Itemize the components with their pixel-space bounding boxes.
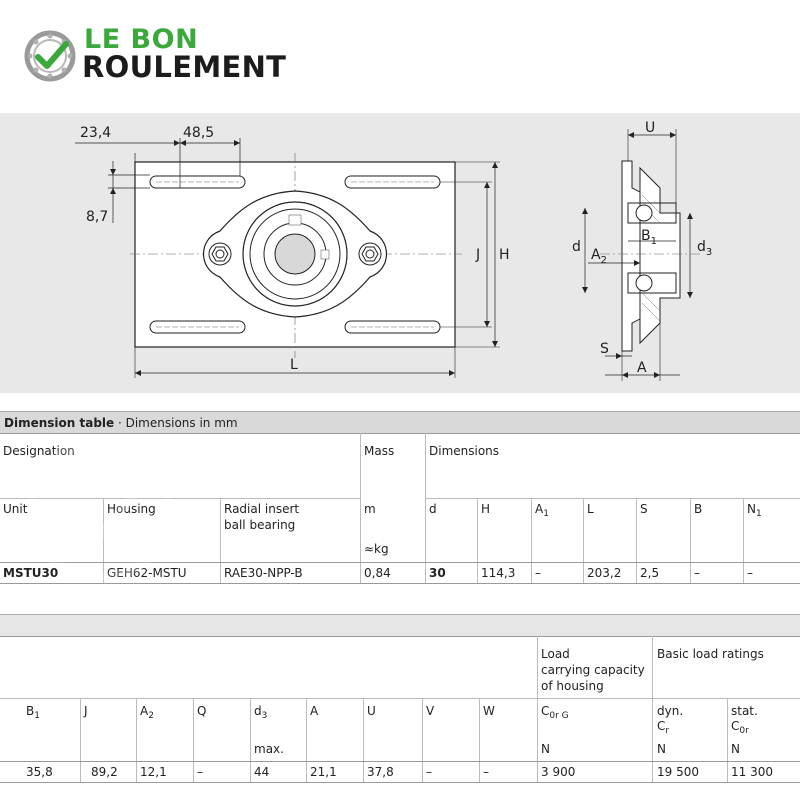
row2-c0r: 11 300 — [731, 765, 773, 779]
hdr-housing: Housing — [107, 502, 156, 516]
drawing-svg — [0, 113, 800, 393]
hdr-m: m — [364, 502, 376, 516]
hdr-B: B — [694, 502, 703, 516]
dim-A: A — [637, 360, 647, 376]
row2-B1: 35,8 — [26, 765, 53, 779]
hdr-L: L — [587, 502, 594, 516]
dim-d: d — [572, 239, 581, 255]
hdr-dimensions: Dimensions — [429, 444, 500, 458]
hdr-load-3: of housing — [541, 679, 604, 693]
hdr2-V: V — [426, 704, 435, 718]
row2-A: 21,1 — [310, 765, 337, 779]
dim-U: U — [645, 120, 656, 136]
hdr2-unit-N-2: N — [657, 742, 666, 756]
hdr2-unit-N-3: N — [731, 742, 740, 756]
hdr-mass: Mass — [364, 444, 395, 458]
row-d: 30 — [429, 566, 446, 580]
hdr-d: d — [429, 502, 437, 516]
hdr-N1: $N_1$ — [747, 502, 762, 519]
row2-d3: 44 — [254, 765, 270, 779]
hdr-kg: ≈kg — [364, 542, 389, 556]
hdr2-J: J — [84, 704, 88, 718]
hdr-basic-load: Basic load ratings — [657, 647, 764, 661]
hdr-insert-2: ball bearing — [224, 518, 296, 532]
dim-L: L — [290, 357, 298, 373]
dim-B1: $B_1$ — [641, 228, 657, 247]
row2-U: 37,8 — [367, 765, 394, 779]
bearing-check-icon — [24, 30, 76, 82]
row-insert: RAE30-NPP-B — [224, 566, 303, 580]
dim-8-7: 8,7 — [86, 209, 109, 225]
dimension-table-title: Dimension table · Dimensions in mm — [0, 411, 800, 433]
row2-Q: – — [197, 765, 203, 779]
row-H: 114,3 — [481, 566, 516, 580]
dim-H: H — [499, 247, 510, 263]
row2-J: 89,2 — [91, 765, 118, 779]
logo-line1: LE BON — [84, 24, 199, 55]
hdr-S: S — [640, 502, 648, 516]
hdr2-Q: Q — [197, 704, 207, 718]
hdr2-c0rg: $C_{0r G}$ — [541, 704, 569, 721]
dim-d3: $d_3$ — [697, 239, 713, 258]
hdr-A1: $A_1$ — [535, 502, 549, 519]
hdr-H: H — [481, 502, 491, 516]
hdr2-max: max. — [254, 742, 284, 756]
hdr-load-2: carrying capacity — [541, 663, 645, 677]
table-separator-band — [0, 614, 800, 636]
hdr-load-1: Load — [541, 647, 570, 661]
hdr2-unit-N-1: N — [541, 742, 550, 756]
dim-S: S — [600, 341, 609, 357]
hdr2-U: U — [367, 704, 376, 718]
row-A1: – — [535, 566, 541, 580]
row2-V: – — [426, 765, 432, 779]
hdr2-stat: stat. — [731, 704, 758, 718]
header — [0, 0, 800, 110]
row2-c0rg: 3 900 — [541, 765, 576, 779]
hdr-insert-1: Radial insert — [224, 502, 300, 516]
hdr2-d3: $d_3$ — [254, 704, 268, 721]
row-S: 2,5 — [640, 566, 660, 580]
hdr-unit: Unit — [3, 502, 28, 516]
row-B: – — [694, 566, 700, 580]
hdr2-B1: $B_1$ — [26, 704, 40, 721]
row-housing: GEH62-MSTU — [107, 566, 187, 580]
hdr2-W: W — [483, 704, 495, 718]
row2-cr: 19 500 — [657, 765, 699, 779]
hdr2-dyn: dyn. — [657, 704, 684, 718]
dim-48-5: 48,5 — [183, 125, 215, 141]
technical-drawing — [0, 113, 800, 393]
hdr-designation: Designation — [3, 444, 75, 458]
row2-A2: 12,1 — [140, 765, 167, 779]
row2-W: – — [483, 765, 489, 779]
dim-23-4: 23,4 — [80, 125, 112, 141]
row-N1: – — [747, 566, 753, 580]
dim-A2: $A_2$ — [591, 247, 607, 266]
hdr2-c0r: $C_{0r}$ — [731, 719, 749, 736]
dim-J: J — [476, 247, 481, 263]
hdr2-A2: $A_2$ — [140, 704, 154, 721]
hdr2-A: A — [310, 704, 319, 718]
row-mass: 0,84 — [364, 566, 391, 580]
row-L: 203,2 — [587, 566, 622, 580]
logo-line2: ROULEMENT — [82, 50, 287, 84]
hdr2-cr: $C_r$ — [657, 719, 670, 736]
row-unit: MSTU30 — [3, 566, 59, 580]
